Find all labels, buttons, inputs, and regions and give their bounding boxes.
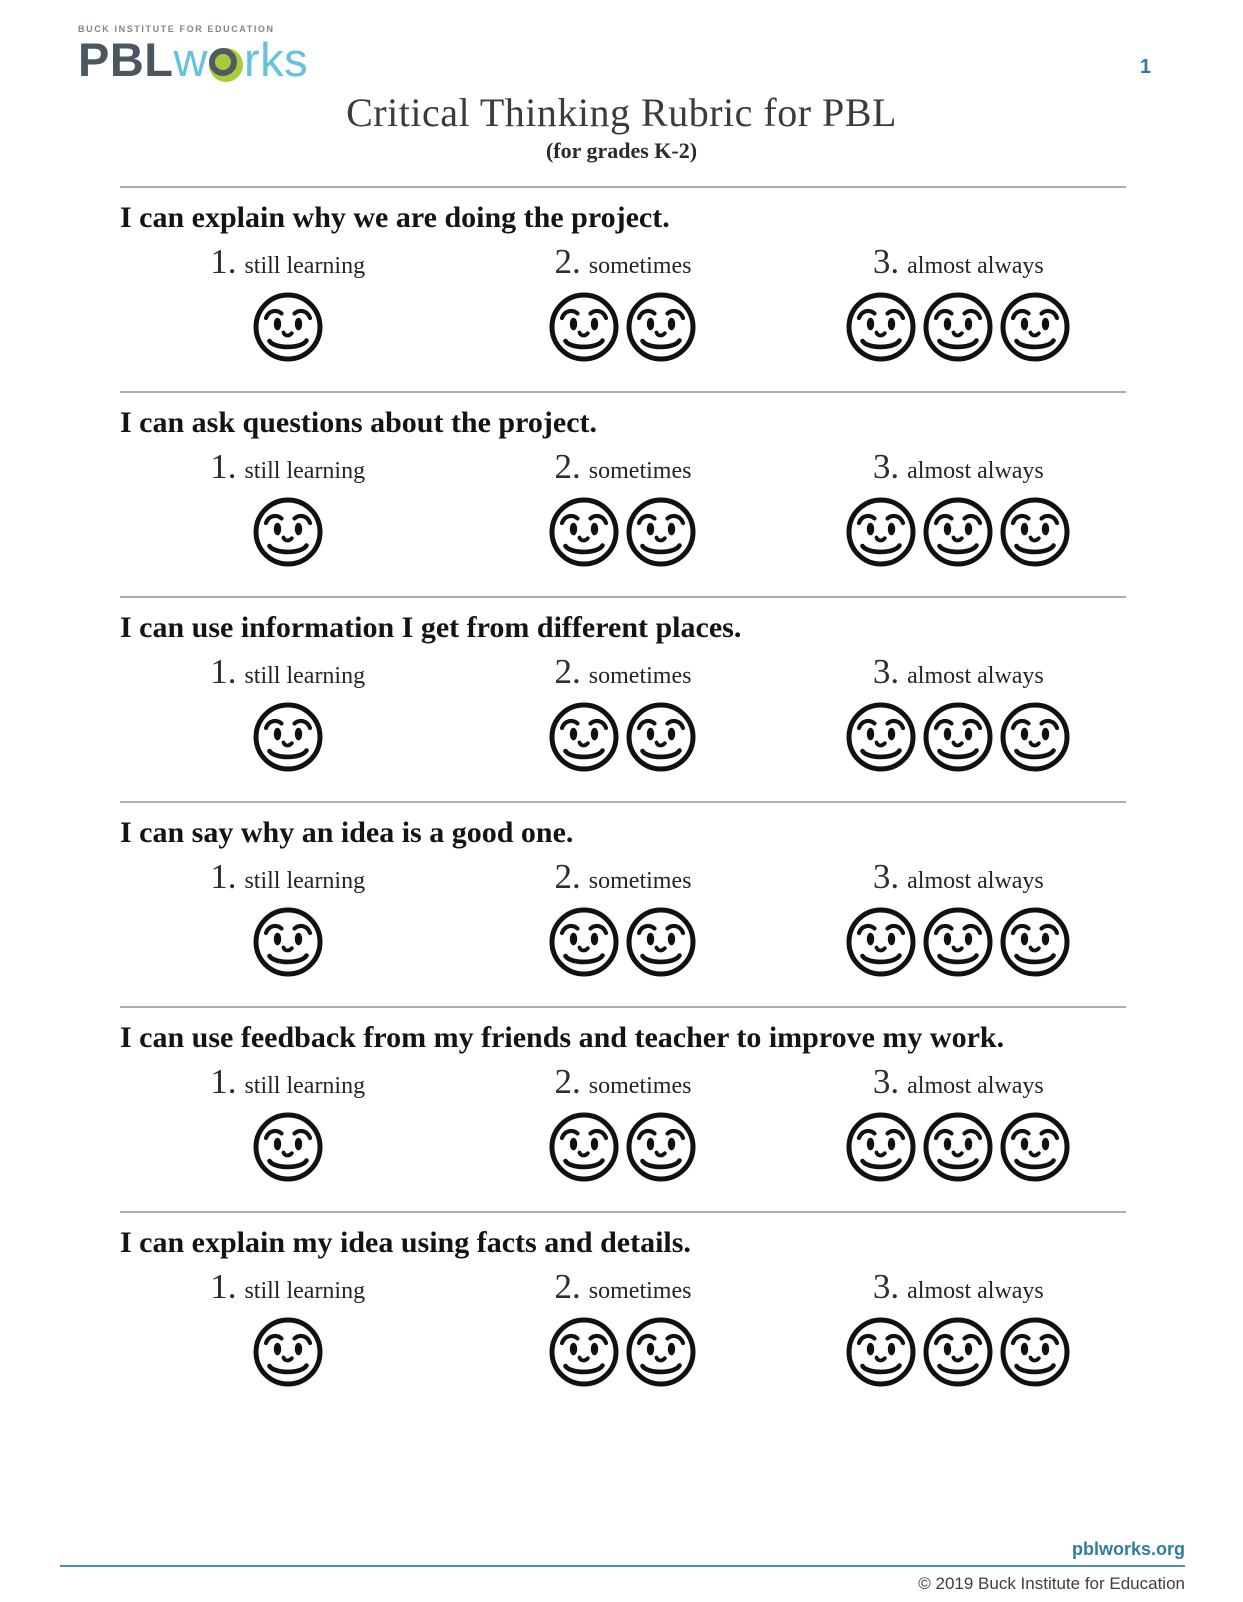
smiley-face-icon <box>625 291 697 363</box>
smiley-face-icon <box>845 1316 917 1388</box>
rating-text: still learning <box>244 253 366 279</box>
rating-text: almost always <box>907 1073 1044 1099</box>
rating-option-almost-always <box>791 857 1126 978</box>
rating-scale <box>120 1062 1126 1183</box>
smiley-group-3 <box>845 906 1071 978</box>
rating-number: 1. <box>210 1267 237 1306</box>
rating-text: still learning <box>244 458 366 484</box>
rating-text: still learning <box>244 868 366 894</box>
rating-label <box>873 857 1044 897</box>
rating-number: 3. <box>872 652 900 691</box>
rubric-section <box>120 1006 1126 1211</box>
rating-label <box>210 447 365 487</box>
smiley-group-3 <box>845 701 1071 773</box>
rating-text: almost always <box>907 253 1044 279</box>
rating-label <box>873 652 1044 692</box>
smiley-face-icon <box>548 701 620 773</box>
smiley-face-icon <box>922 1111 994 1183</box>
rating-text: still learning <box>244 1073 366 1099</box>
rating-text: sometimes <box>588 663 692 689</box>
smiley-face-icon <box>999 291 1071 363</box>
rating-text: sometimes <box>588 868 692 894</box>
smiley-face-icon <box>845 291 917 363</box>
rating-label <box>873 242 1044 282</box>
page-subtitle: (for grades K-2) <box>545 138 698 163</box>
smiley-face-icon <box>548 291 620 363</box>
smiley-group-1 <box>252 1316 324 1388</box>
smiley-face-icon <box>922 1316 994 1388</box>
rating-label <box>555 857 692 897</box>
smiley-face-icon <box>625 701 697 773</box>
smiley-face-icon <box>845 1111 917 1183</box>
rating-number: 1. <box>210 652 237 691</box>
rating-number: 3. <box>872 857 900 896</box>
copyright-text: © 2019 Buck Institute for Education <box>918 1574 1185 1593</box>
rating-number: 2. <box>554 1267 581 1306</box>
rating-text: sometimes <box>588 458 692 484</box>
rubric-statement: I can use information I get from different places. <box>120 611 742 644</box>
rating-option-sometimes <box>455 242 790 363</box>
smiley-face-icon <box>845 701 917 773</box>
smiley-group-2 <box>548 496 697 568</box>
rating-label <box>555 242 692 282</box>
rating-text: almost always <box>907 663 1044 689</box>
rating-label <box>210 857 365 897</box>
rating-text: almost always <box>907 1278 1044 1304</box>
rating-number: 3. <box>872 1267 900 1306</box>
smiley-face-icon <box>922 291 994 363</box>
rating-option-almost-always <box>791 1267 1126 1388</box>
logo-o-ring <box>209 48 237 76</box>
smiley-face-icon <box>548 1111 620 1183</box>
smiley-face-icon <box>999 1111 1071 1183</box>
rating-text: still learning <box>244 1278 366 1304</box>
rating-text: still learning <box>244 663 366 689</box>
rating-option-still-learning <box>120 1267 455 1388</box>
smiley-face-icon <box>625 1111 697 1183</box>
rubric-statement: I can explain why we are doing the project. <box>120 201 670 234</box>
footer-rule <box>60 1565 1185 1567</box>
smiley-face-icon <box>845 906 917 978</box>
rating-number: 1. <box>210 1062 237 1101</box>
rating-option-still-learning <box>120 447 455 568</box>
rubric-statement: I can say why an idea is a good one. <box>120 816 574 849</box>
rating-label <box>555 1267 692 1307</box>
smiley-group-1 <box>252 1111 324 1183</box>
smiley-face-icon <box>252 291 324 363</box>
rating-option-almost-always <box>791 242 1126 363</box>
rating-label <box>555 447 692 487</box>
pblworks-org-link[interactable]: pblworks.org <box>1071 1539 1185 1559</box>
page-header <box>0 0 1243 86</box>
smiley-face-icon <box>252 701 324 773</box>
smiley-face-icon <box>548 496 620 568</box>
smiley-group-3 <box>845 1316 1071 1388</box>
rating-scale <box>120 242 1126 363</box>
rating-number: 1. <box>210 447 237 486</box>
smiley-face-icon <box>999 701 1071 773</box>
smiley-group-1 <box>252 701 324 773</box>
rating-text: almost always <box>907 458 1044 484</box>
smiley-group-1 <box>252 291 324 363</box>
rating-option-almost-always <box>791 1062 1126 1183</box>
logo-tagline: BUCK INSTITUTE FOR EDUCATION <box>78 24 275 34</box>
logo-rks-text: rks <box>243 33 309 86</box>
smiley-face-icon <box>625 496 697 568</box>
rating-option-sometimes <box>455 1267 790 1388</box>
rubric-section <box>120 1211 1126 1416</box>
rating-number: 1. <box>210 857 237 896</box>
rating-label <box>210 242 365 282</box>
rating-number: 2. <box>554 242 581 281</box>
logo-pbl-text: PBL <box>78 33 174 86</box>
smiley-face-icon <box>252 906 324 978</box>
smiley-group-3 <box>845 496 1071 568</box>
rating-number: 2. <box>554 652 581 691</box>
rating-option-still-learning <box>120 1062 455 1183</box>
rubric-statement: I can ask questions about the project. <box>120 406 597 439</box>
sections-container <box>120 186 1126 1416</box>
rating-scale <box>120 1267 1126 1388</box>
rating-number: 1. <box>210 242 237 281</box>
page-footer <box>60 1539 1185 1594</box>
logo-w-text: w <box>173 33 208 86</box>
smiley-group-1 <box>252 906 324 978</box>
rating-option-sometimes <box>455 1062 790 1183</box>
rating-option-sometimes <box>455 857 790 978</box>
logo-o-icon <box>209 48 243 82</box>
smiley-face-icon <box>922 906 994 978</box>
smiley-face-icon <box>252 1111 324 1183</box>
smiley-face-icon <box>252 1316 324 1388</box>
rubric-section <box>120 391 1126 596</box>
smiley-group-2 <box>548 701 697 773</box>
smiley-group-2 <box>548 906 697 978</box>
smiley-face-icon <box>625 906 697 978</box>
smiley-face-icon <box>845 496 917 568</box>
rating-label <box>555 1062 692 1102</box>
rating-number: 3. <box>872 1062 900 1101</box>
rating-number: 3. <box>872 447 900 486</box>
rating-label <box>555 652 692 692</box>
rating-label <box>873 447 1044 487</box>
rating-option-almost-always <box>791 447 1126 568</box>
rating-option-still-learning <box>120 652 455 773</box>
rating-option-still-learning <box>120 242 455 363</box>
rating-scale <box>120 857 1126 978</box>
smiley-group-2 <box>548 1111 697 1183</box>
smiley-face-icon <box>922 496 994 568</box>
rubric-section <box>120 596 1126 801</box>
rating-scale <box>120 447 1126 568</box>
rating-label <box>210 1267 365 1307</box>
smiley-group-2 <box>548 1316 697 1388</box>
page-title: Critical Thinking Rubric for PBL <box>346 90 897 135</box>
rubric-statement: I can explain my idea using facts and details. <box>120 1226 691 1259</box>
rating-option-sometimes <box>455 652 790 773</box>
rating-scale <box>120 652 1126 773</box>
rating-label <box>873 1062 1044 1102</box>
rating-option-almost-always <box>791 652 1126 773</box>
rating-number: 2. <box>554 1062 581 1101</box>
rating-text: sometimes <box>588 1073 692 1099</box>
page-number: 1 <box>1139 56 1151 78</box>
rating-number: 2. <box>554 857 581 896</box>
smiley-face-icon <box>548 906 620 978</box>
smiley-face-icon <box>999 906 1071 978</box>
rating-option-still-learning <box>120 857 455 978</box>
pblworks-logo <box>78 24 309 86</box>
rating-text: sometimes <box>588 1278 692 1304</box>
smiley-group-3 <box>845 1111 1071 1183</box>
rating-text: sometimes <box>588 253 692 279</box>
smiley-face-icon <box>999 496 1071 568</box>
logo-wordmark <box>78 33 309 86</box>
title-block <box>0 89 1243 164</box>
smiley-face-icon <box>548 1316 620 1388</box>
rating-label <box>873 1267 1044 1307</box>
smiley-face-icon <box>625 1316 697 1388</box>
smiley-group-3 <box>845 291 1071 363</box>
smiley-group-2 <box>548 291 697 363</box>
smiley-face-icon <box>252 496 324 568</box>
smiley-group-1 <box>252 496 324 568</box>
rating-label <box>210 1062 365 1102</box>
rubric-statement: I can use feedback from my friends and teacher to improve my work. <box>120 1021 1005 1054</box>
rubric-section <box>120 186 1126 391</box>
rating-text: almost always <box>907 868 1044 894</box>
smiley-face-icon <box>999 1316 1071 1388</box>
smiley-face-icon <box>922 701 994 773</box>
rating-number: 3. <box>872 242 900 281</box>
rating-label <box>210 652 365 692</box>
rubric-section <box>120 801 1126 1006</box>
rating-option-sometimes <box>455 447 790 568</box>
rating-number: 2. <box>554 447 581 486</box>
